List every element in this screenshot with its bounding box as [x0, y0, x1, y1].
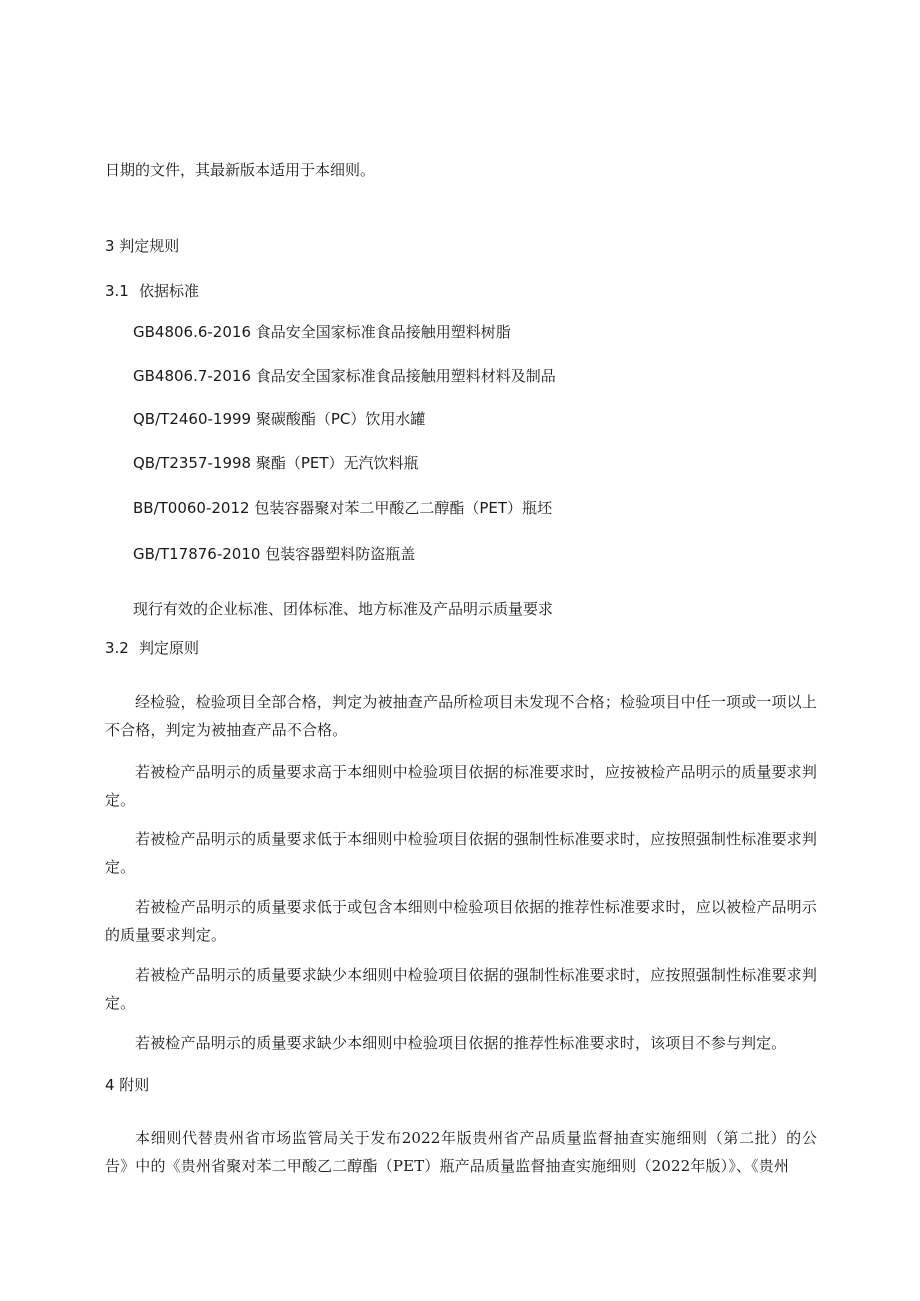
standard-item: GB4806.7-2016 食品安全国家标准食品接触用塑料材料及制品	[133, 367, 556, 385]
judgement-paragraph: 若被检产品明示的质量要求缺少本细则中检验项目依据的强制性标准要求时，应按照强制性标准要求判定。	[105, 966, 817, 1012]
section-3-1-number: 3.1	[105, 282, 129, 300]
standard-item: GB4806.6-2016 食品安全国家标准食品接触用塑料树脂	[133, 323, 511, 341]
supplementary-paragraph: 本细则代替贵州省市场监管局关于发布2022年版贵州省产品质量监督抽查实施细则（第二批）的公告》中的《贵州省聚对苯二甲酸乙二醇酯（PET）瓶产品质量监督抽查实施细则（2022年版）》、《贵州	[105, 1129, 817, 1175]
section-3-title	[105, 236, 179, 256]
standard-item: BB/T0060-2012 包装容器聚对苯二甲酸乙二醇酯（PET）瓶坯	[133, 499, 553, 517]
section-3-title-text: 3 判定规则	[105, 237, 180, 255]
section-3-2-title: 判定原则	[139, 639, 200, 657]
judgement-paragraph: 若被检产品明示的质量要求低于本细则中检验项目依据的强制性标准要求时，应按照强制性标准要求判定。	[105, 830, 817, 876]
standard-item: QB/T2460-1999 聚碳酸酯（PC）饮用水罐	[133, 410, 426, 428]
other-standards-text: 现行有效的企业标准、团体标准、地方标准及产品明示质量要求	[133, 600, 554, 618]
judgement-paragraph: 若被检产品明示的质量要求缺少本细则中检验项目依据的推荐性标准要求时，该项目不参与判定。	[135, 1034, 787, 1052]
section-3-1-heading	[105, 281, 199, 301]
section-3-2-number: 3.2	[105, 639, 129, 657]
section-4-title	[105, 1075, 149, 1095]
judgement-paragraph: 经检验，检验项目全部合格，判定为被抽查产品所检项目未发现不合格；检验项目中任一项或一项以上不合格，判定为被抽查产品不合格。	[105, 693, 817, 739]
standard-item: QB/T2357-1998 聚酯（PET）无汽饮料瓶	[133, 454, 419, 472]
section-3-2-heading	[105, 638, 199, 658]
judgement-paragraph: 若被检产品明示的质量要求低于或包含本细则中检验项目依据的推荐性标准要求时，应以被检产品明示的质量要求判定。	[105, 898, 817, 944]
judgement-paragraph: 若被检产品明示的质量要求高于本细则中检验项目依据的标准要求时，应按被检产品明示的质量要求判定。	[105, 763, 817, 809]
standard-item: GB/T17876-2010 包装容器塑料防盗瓶盖	[133, 545, 416, 563]
intro-tail-text: 日期的文件，其最新版本适用于本细则。	[105, 161, 376, 179]
section-3-1-title: 依据标准	[139, 282, 200, 300]
section-4-title-text: 4 附则	[105, 1076, 150, 1094]
